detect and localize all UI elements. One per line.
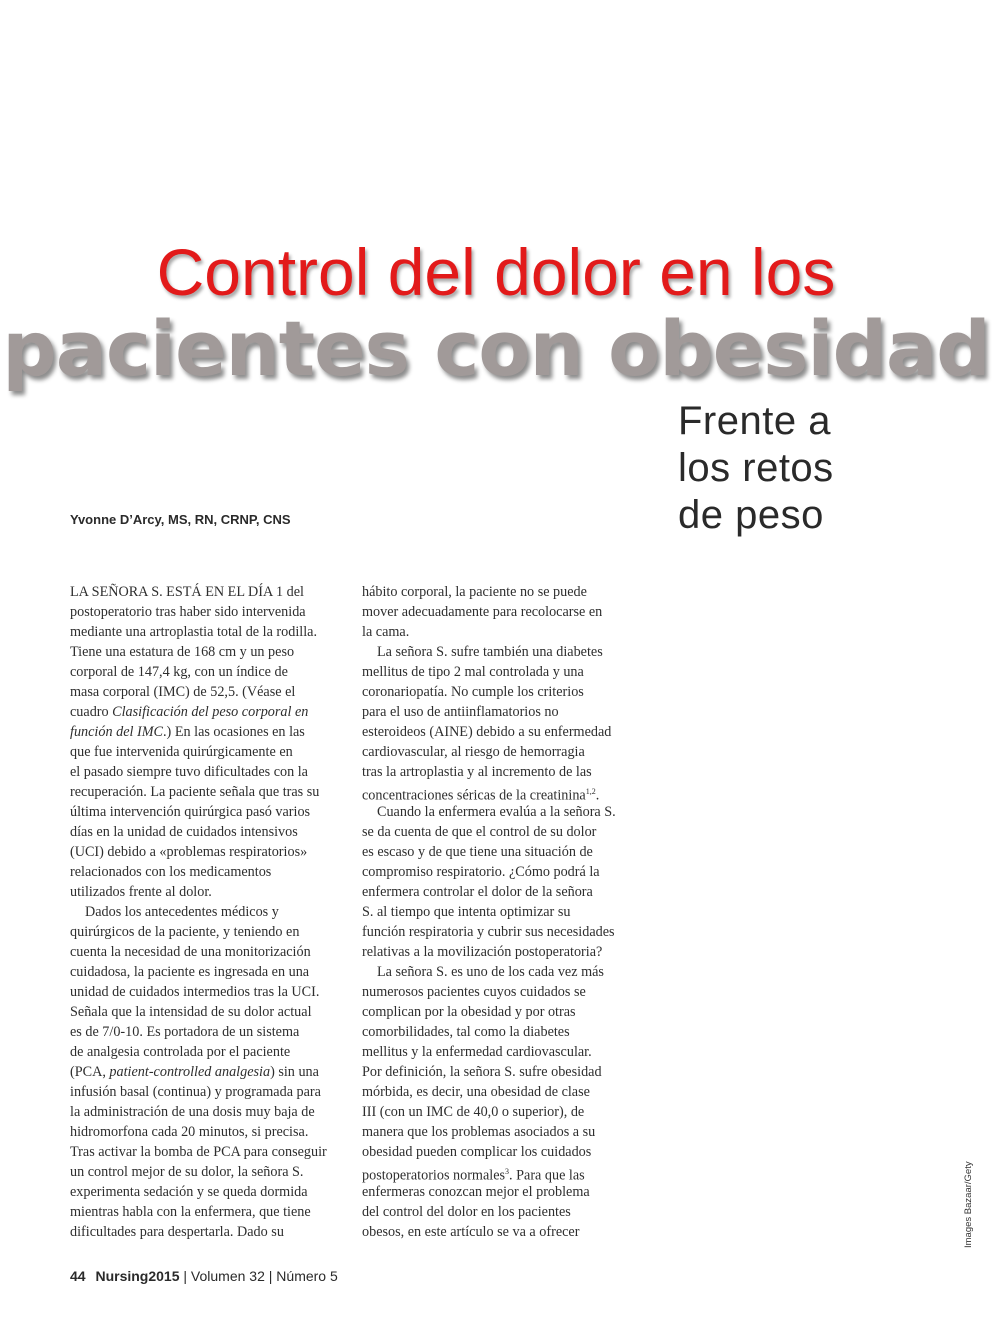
- text-line: LA SEÑORA S. ESTÁ EN EL DÍA 1 del: [70, 584, 304, 600]
- text-line: comorbilidades, tal como la diabetes: [362, 1024, 570, 1040]
- page-number: 44: [70, 1268, 86, 1284]
- text-line: III (con un IMC de 40,0 o superior), de: [362, 1104, 585, 1120]
- text-line: el pasado siempre tuvo dificultades con la: [70, 764, 308, 780]
- text-line: se da cuenta de que el control de su dolor: [362, 824, 597, 840]
- text-line: quirúrgicos de la paciente, y teniendo en: [70, 924, 300, 940]
- text-line: mellitus y la enfermedad cardiovascular.: [362, 1044, 592, 1060]
- body-column-1: [70, 582, 352, 1242]
- text-line: experimenta sedación y se queda dormida: [70, 1184, 308, 1200]
- text-line: enfermeras conozcan mejor el problema: [362, 1184, 590, 1200]
- body-column-2: [362, 582, 644, 1242]
- text-line: manera que los problemas asociados a su: [362, 1124, 596, 1140]
- title-line-2: pacientes con obesidad: [2, 304, 990, 393]
- text-line: esteroideos (AINE) debido a su enfermedad: [362, 724, 612, 740]
- text-line: mientras habla con la enfermera, que tiene: [70, 1204, 311, 1220]
- image-credit: Images Bazaar/Gety: [963, 1161, 974, 1248]
- text-line: Dados los antecedentes médicos y: [85, 904, 279, 920]
- text-line: tras la artroplastia y al incremento de las: [362, 764, 592, 780]
- text-line: coronariopatía. No cumple los criterios: [362, 684, 584, 700]
- subtitle: [678, 398, 938, 539]
- text-line: función del IMC.) En las ocasiones en las: [70, 724, 305, 740]
- author-byline: Yvonne D’Arcy, MS, RN, CRNP, CNS: [70, 512, 291, 527]
- text-line: dificultades para despertarla. Dado su: [70, 1224, 284, 1240]
- journal-name: Nursing2015: [95, 1268, 180, 1284]
- text-line: mórbida, es decir, una obesidad de clase: [362, 1084, 590, 1100]
- text-line: última intervención quirúrgica pasó varios: [70, 804, 311, 820]
- text-line: postoperatorios normales$^3$. Para que las: [362, 1167, 585, 1184]
- text-line: cuidadosa, la paciente es ingresada en una: [70, 964, 310, 980]
- subtitle-line: de peso: [678, 493, 824, 537]
- text-line: numerosos pacientes cuyos cuidados se: [362, 984, 586, 1000]
- page-footer: [70, 1268, 338, 1284]
- text-line: la administración de una dosis muy baja de: [70, 1104, 315, 1120]
- text-line: es de 7/0-10. Es portadora de un sistema: [70, 1024, 300, 1040]
- text-line: postoperatorio tras haber sido intervenida: [70, 604, 306, 620]
- text-line: obesidad pueden complicar los cuidados: [362, 1144, 592, 1160]
- text-line: hábito corporal, la paciente no se puede: [362, 584, 587, 600]
- text-line: La señora S. sufre también una diabetes: [377, 644, 603, 660]
- text-line: días en la unidad de cuidados intensivos: [70, 824, 298, 840]
- text-line: del control del dolor en los pacientes: [362, 1204, 571, 1220]
- text-line: la cama.: [362, 624, 410, 640]
- text-line: (PCA, patient-controlled analgesia) sin una: [70, 1064, 319, 1080]
- text-line: relativas a la movilización postoperatoria?: [362, 944, 603, 960]
- text-line: concentraciones séricas de la creatinina$^{1,2}$.: [362, 787, 600, 804]
- text-line: mellitus de tipo 2 mal controlada y una: [362, 664, 584, 680]
- text-line: mover adecuadamente para recolocarse en: [362, 604, 603, 620]
- text-line: Tras activar la bomba de PCA para conseguir: [70, 1144, 327, 1160]
- text-line: compromiso respiratorio. ¿Cómo podrá la: [362, 864, 600, 880]
- text-line: un control mejor de su dolor, la señora S.: [70, 1164, 304, 1180]
- text-line: utilizados frente al dolor.: [70, 884, 212, 900]
- text-line: cuenta la necesidad de una monitorización: [70, 944, 311, 960]
- subtitle-line: Frente a: [678, 399, 831, 443]
- text-line: recuperación. La paciente señala que tras su: [70, 784, 320, 800]
- text-line: Cuando la enfermera evalúa a la señora S.: [377, 804, 616, 820]
- text-line: para el uso de antiinflamatorios no: [362, 704, 559, 720]
- text-line: enfermera controlar el dolor de la señora: [362, 884, 593, 900]
- text-line: de analgesia controlada por el paciente: [70, 1044, 291, 1060]
- text-line: infusión basal (continua) y programada para: [70, 1084, 321, 1100]
- text-line: es escaso y de que tiene una situación de: [362, 844, 593, 860]
- text-line: Señala que la intensidad de su dolor actual: [70, 1004, 312, 1020]
- issue-info: | Volumen 32 | Número 5: [183, 1268, 338, 1284]
- text-line: mediante una artroplastia total de la rodilla.: [70, 624, 318, 640]
- text-line: corporal de 147,4 kg, con un índice de: [70, 664, 288, 680]
- text-line: S. al tiempo que intenta optimizar su: [362, 904, 571, 920]
- subtitle-line: los retos: [678, 446, 834, 490]
- text-line: Por definición, la señora S. sufre obesidad: [362, 1064, 602, 1080]
- text-line: hidromorfona cada 20 minutos, si precisa.: [70, 1124, 309, 1140]
- text-line: que fue intervenida quirúrgicamente en: [70, 744, 293, 760]
- text-line: función respiratoria y cubrir sus necesidades: [362, 924, 615, 940]
- text-line: unidad de cuidados intermedios tras la UCI.: [70, 984, 320, 1000]
- text-line: obesos, en este artículo se va a ofrecer: [362, 1224, 580, 1240]
- title-line-1: Control del dolor en los: [156, 235, 836, 309]
- text-line: masa corporal (IMC) de 52,5. (Véase el: [70, 684, 296, 700]
- text-line: relacionados con los medicamentos: [70, 864, 272, 880]
- text-line: (UCI) debido a «problemas respiratorios»: [70, 844, 308, 860]
- text-line: cardiovascular, al riesgo de hemorragia: [362, 744, 585, 760]
- text-line: complican por la obesidad y por otras: [362, 1004, 576, 1020]
- text-line: La señora S. es uno de los cada vez más: [377, 964, 604, 980]
- text-line: Tiene una estatura de 168 cm y un peso: [70, 644, 295, 660]
- text-line: cuadro Clasificación del peso corporal en: [70, 704, 309, 720]
